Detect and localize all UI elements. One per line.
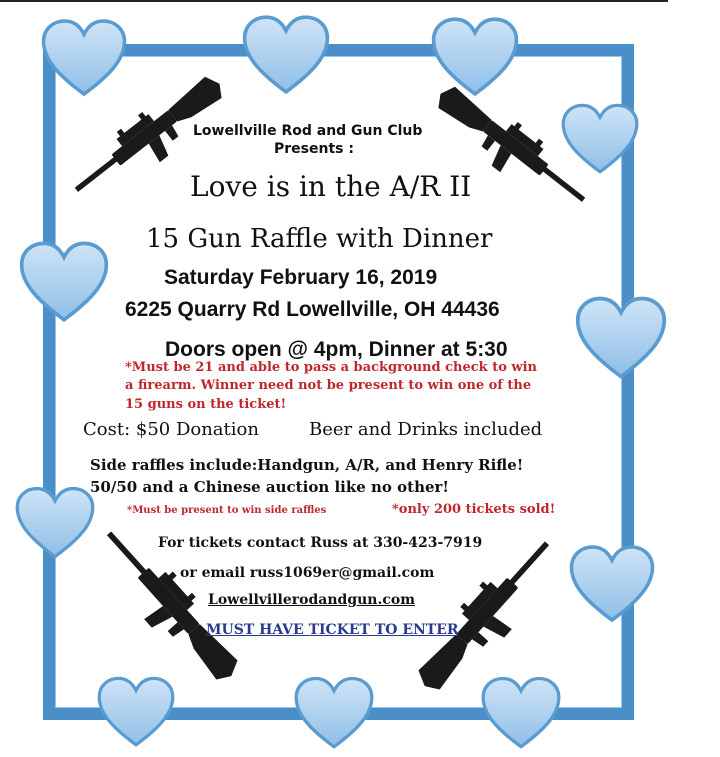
event-address: 6225 Quarry Rd Lowellville, OH 44436 [125,298,500,321]
side-raffles-note: *Must be present to win side raffles [127,505,327,516]
heart-icon [478,676,564,750]
included-label: Beer and Drinks included [309,419,543,440]
heart-icon [574,290,668,386]
presents-label: Presents : [274,141,354,157]
disclaimer-line-3: 15 guns on the ticket! [125,397,287,412]
website-link[interactable]: Lowellvillerodandgun.com [208,592,416,608]
must-have-ticket: MUST HAVE TICKET TO ENTER [206,622,459,638]
event-title: Love is in the A/R II [190,170,472,203]
disclaimer-line-2: a firearm. Winner need not be present to win one of the [125,378,532,393]
heart-icon [96,676,176,748]
fifty-fifty: 50/50 and a Chinese auction like no other! [90,478,450,496]
email-line: or email russ1069er@gmail.com [180,565,435,581]
club-name: Lowellville Rod and Gun Club [193,123,423,139]
side-raffles: Side raffles include:Handgun, A/R, and Henry Rifle! [90,456,524,474]
heart-icon [292,676,376,750]
disclaimer-line-1: *Must be 21 and able to pass a background check to win [125,360,537,375]
cost-label: Cost: $50 Donation [83,419,259,440]
heart-icon [18,232,110,332]
tickets-sold: *only 200 tickets sold! [392,502,556,517]
doors-open: Doors open @ 4pm, Dinner at 5:30 [165,338,508,361]
heart-icon [40,18,128,98]
heart-icon [568,538,656,630]
event-subtitle: 15 Gun Raffle with Dinner [146,224,493,254]
event-date: Saturday February 16, 2019 [164,266,438,289]
top-border-line [0,0,668,2]
heart-icon [241,14,331,96]
contact-line: For tickets contact Russ at 330-423-7919 [158,535,483,551]
